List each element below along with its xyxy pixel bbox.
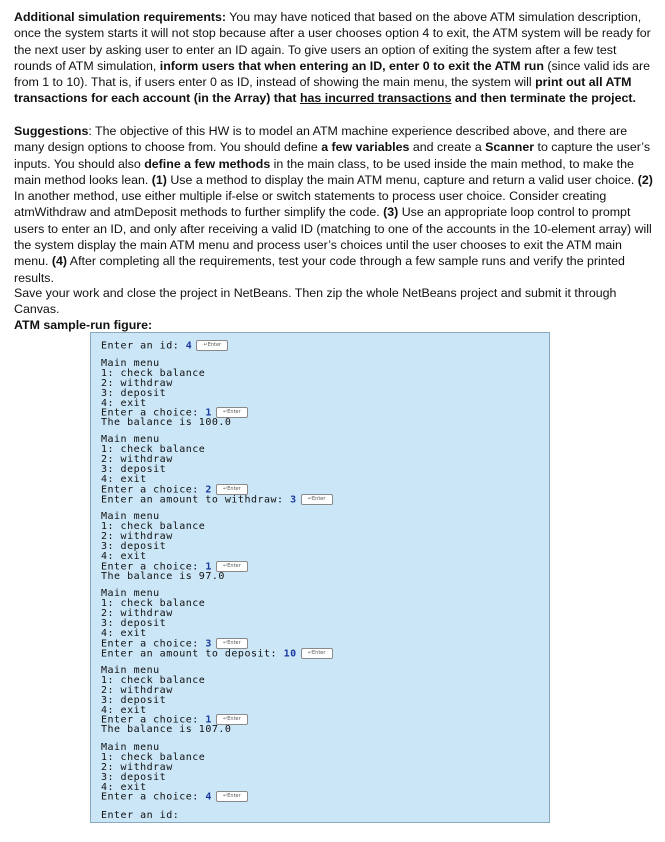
console-line: 4: exit <box>101 705 147 716</box>
console-input: 3 <box>205 638 212 650</box>
console-line: Enter a choice: 1 ↵Enter <box>101 407 248 418</box>
console-line: 2: withdraw <box>101 762 173 773</box>
console-window <box>90 332 550 823</box>
console-input: 1 <box>205 714 212 726</box>
console-line: 2: withdraw <box>101 685 173 696</box>
enter-key-icon: ↵Enter <box>196 340 228 351</box>
console-line: 1: check balance <box>101 444 206 455</box>
requirements-text-1: You may have noticed that based on the above ATM simulation description, once the system starts it will not stop because after a user chooses option 4 to exit, the ATM system will be ready for the next user by asking user to enter an ID again. To give users an option of exiting the system after a few test rounds of ATM simulation, <box>14 10 651 73</box>
suggestions-bold-3: define a few methods <box>144 156 271 171</box>
console-line: Main menu <box>101 665 160 676</box>
console-line: 3: deposit <box>101 541 167 552</box>
console-line: 2: withdraw <box>101 608 173 619</box>
console-line: 3: deposit <box>101 695 167 706</box>
requirements-bold-2: print out all ATM transactions for each account (in the Array) that <box>14 75 632 106</box>
console-input: 2 <box>205 484 212 496</box>
console-line: Main menu <box>101 742 160 753</box>
console-line: 4: exit <box>101 782 147 793</box>
enter-key-icon: ↵Enter <box>216 791 248 802</box>
enter-key-icon: ↵Enter <box>301 494 333 505</box>
console-line: The balance is 107.0 <box>101 724 232 735</box>
figure-title: ATM sample-run figure: <box>14 318 153 332</box>
console-input: 1 <box>205 561 212 573</box>
console-line: 3: deposit <box>101 618 167 629</box>
suggestions-text-6: In another method, use either multiple if-else or switch statements to process user choice. Consider creating atmWithdraw and atmDeposit methods to further simplify the code. <box>14 189 607 220</box>
requirements-paragraph <box>14 9 654 107</box>
console-input: 4 <box>205 791 212 803</box>
suggestions-bold-1: a few variables <box>321 140 410 155</box>
enter-key-icon: ↵Enter <box>216 638 248 649</box>
console-line: 2: withdraw <box>101 531 173 542</box>
console-line: Main menu <box>101 358 160 369</box>
suggestions-heading: Suggestions <box>14 124 89 138</box>
enter-key-icon: ↵Enter <box>216 484 248 495</box>
console-line: Enter a choice: 1 ↵Enter <box>101 714 248 725</box>
suggestions-text-4: in the main class, to be used inside the main method, to make the main method looks lean. <box>14 156 634 187</box>
suggestions-text-3: to capture the user’s inputs. You should also <box>14 140 651 171</box>
console-line: Enter a choice: 2 ↵Enter <box>101 484 248 495</box>
requirements-text-2: (since valid ids are from 1 to 10). That is, if users enter 0 as ID, instead of showing the main menu, the system will <box>14 58 650 90</box>
console-line: 3: deposit <box>101 772 167 783</box>
console-line: Enter a choice: 3 ↵Enter <box>101 638 248 649</box>
console-line: 2: withdraw <box>101 378 173 389</box>
console-line: 3: deposit <box>101 464 167 475</box>
submission-instructions: Save your work and close the project in NetBeans. Then zip the whole NetBeans project and submit it through Canvas. <box>14 286 617 317</box>
console-line: Main menu <box>101 511 160 522</box>
console-line: Main menu <box>101 588 160 599</box>
console-input: 10 <box>283 648 297 660</box>
suggestions-bold-7: (4) <box>51 254 68 269</box>
console-line: 3: deposit <box>101 388 167 399</box>
requirements-bold-3: and then terminate the project. <box>451 91 636 106</box>
suggestions-bold-6: (3) <box>383 205 399 220</box>
console-line: Enter an amount to deposit: 10 ↵Enter <box>101 648 333 659</box>
requirements-bold-1: inform users that when entering an ID, enter 0 to exit the ATM run <box>159 58 544 73</box>
suggestions-text-7: Use an appropriate loop control to prompt users to enter an ID, and only after receiving a valid ID (matching to one of the accounts in the 10-element array) will the system display the main ATM menu and process user’s choices until the user chooses to exit the ATM main menu. <box>14 205 652 269</box>
suggestions-text-8: After completing all the requirements, test your code through a few sample runs and verify the printed results. <box>14 254 625 285</box>
enter-key-icon: ↵Enter <box>216 407 248 418</box>
console-input: 1 <box>205 407 212 419</box>
console-line: 1: check balance <box>101 368 206 379</box>
suggestions-bold-4: (1) <box>151 172 167 187</box>
suggestions-bold-5: (2) <box>637 172 653 187</box>
console-line: The balance is 97.0 <box>101 571 225 582</box>
console-line: Enter an id: 4 ↵Enter <box>101 340 228 351</box>
console-line: 2: withdraw <box>101 454 173 465</box>
console-line: Enter a choice: 1 ↵Enter <box>101 561 248 572</box>
console-line: 4: exit <box>101 398 147 409</box>
suggestions-text-1: : The objective of this HW is to model an ATM machine experience described above, and there are many design options to choose from. You should define <box>14 124 628 155</box>
suggestions-text-2: and create a <box>409 140 486 155</box>
suggestions-paragraph <box>14 123 654 286</box>
requirements-heading: Additional simulation requirements: <box>14 10 227 24</box>
console-line: 4: exit <box>101 474 147 485</box>
enter-key-icon: ↵Enter <box>216 561 248 572</box>
console-line: Main menu <box>101 434 160 445</box>
console-line: 4: exit <box>101 551 147 562</box>
console-line: Enter an id: <box>101 810 180 821</box>
requirements-bold-underlined: has incurred transactions <box>299 91 452 106</box>
console-line: 4: exit <box>101 628 147 639</box>
console-input: 3 <box>290 494 297 506</box>
console-input: 4 <box>185 340 193 352</box>
suggestions-text-5: Use a method to display the main ATM menu, capture and return a valid user choice. <box>166 172 638 187</box>
console-line: 1: check balance <box>101 598 206 609</box>
console-line: Enter an amount to withdraw: 3 ↵Enter <box>101 494 333 505</box>
enter-key-icon: ↵Enter <box>216 714 248 725</box>
console-line: 1: check balance <box>101 752 206 763</box>
suggestions-bold-2: Scanner <box>485 140 535 155</box>
enter-key-icon: ↵Enter <box>301 648 333 659</box>
console-line: 1: check balance <box>101 675 206 686</box>
console-line: The balance is 100.0 <box>101 417 232 428</box>
console-line: Enter a choice: 4 ↵Enter <box>101 791 248 802</box>
console-line: 1: check balance <box>101 521 206 532</box>
